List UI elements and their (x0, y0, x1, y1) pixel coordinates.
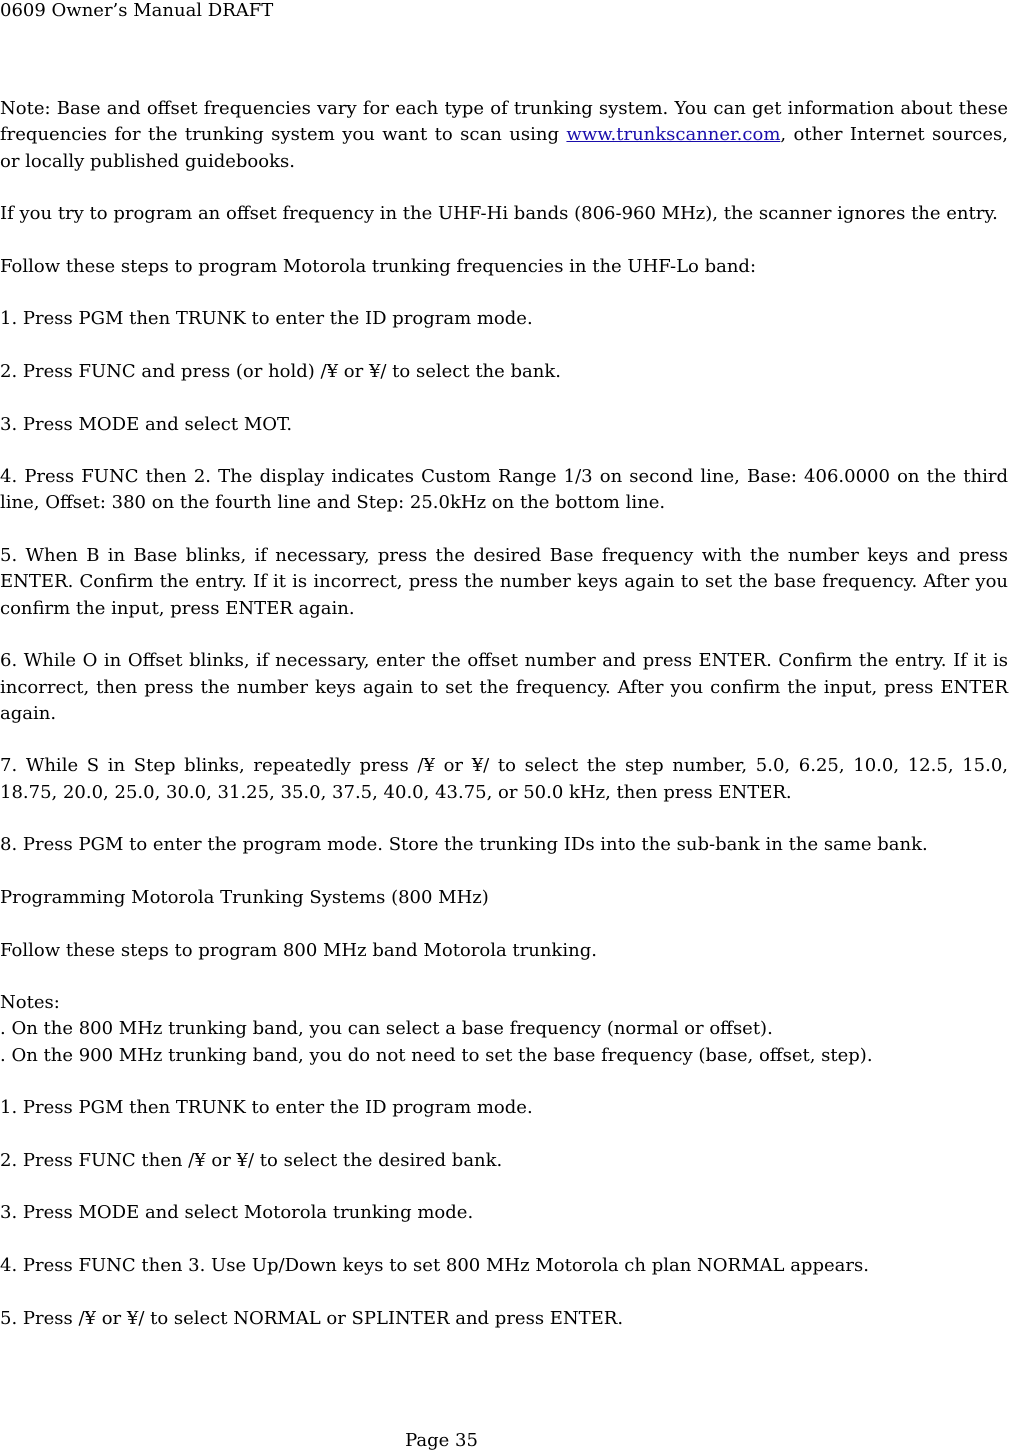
section-title-800mhz: Programming Motorola Trunking Systems (800 MHz) (0, 886, 489, 908)
follow-steps-800mhz: Follow these steps to program 800 MHz band Motorola trunking. (0, 939, 597, 961)
trunkscanner-link[interactable]: www.trunkscanner.com (566, 124, 781, 146)
step-2-uhf-lo: 2. Press FUNC and press (or hold) /¥ or ¥/ to select the bank. (0, 360, 561, 382)
note-item-900: . On the 900 MHz trunking band, you do not need to set the base frequency (base, offset, step). (0, 1044, 873, 1066)
notes-block (0, 990, 1008, 1069)
step-5-uhf-lo: 5. When B in Base blinks, if necessary, press the desired Base frequency with the number keys and press ENTER. Confirm the entry. If it is incorrect, press the number keys again to set the base frequency. After you confirm the input, press ENTER again. (0, 545, 1008, 619)
step-4-800mhz: 4. Press FUNC then 3. Use Up/Down keys to set 800 MHz Motorola ch plan NORMAL appears. (0, 1255, 869, 1277)
document-header: 0609 Owner’s Manual DRAFT (0, 0, 274, 21)
document-body (0, 96, 1008, 1358)
note-text-before: Note: Base and offset frequencies vary for each type of trunking system. You can get information about these frequencies for the trunking system you want to scan using (0, 98, 1008, 146)
step-1-uhf-lo: 1. Press PGM then TRUNK to enter the ID program mode. (0, 308, 533, 330)
note-item-800: . On the 800 MHz trunking band, you can select a base frequency (normal or offset). (0, 1018, 773, 1040)
note-paragraph (0, 96, 1008, 175)
notes-title: Notes: (0, 992, 60, 1014)
step-6-uhf-lo: 6. While O in Offset blinks, if necessary, enter the offset number and press ENTER. Confirm the entry. If it is incorrect, then press the number keys again to set the frequency. After you confirm the input, press ENTER again. (0, 650, 1008, 724)
uhf-hi-paragraph: If you try to program an offset frequency in the UHF-Hi bands (806-960 MHz), the scanner ignores the entry. (0, 203, 998, 225)
page-number: Page 35 (405, 1430, 478, 1451)
step-5-800mhz: 5. Press /¥ or ¥/ to select NORMAL or SPLINTER and press ENTER. (0, 1307, 624, 1329)
step-7-uhf-lo: 7. While S in Step blinks, repeatedly press /¥ or ¥/ to select the step number, 5.0, 6.25, 10.0, 12.5, 15.0, 18.75, 20.0, 25.0, 30.0, 31.25, 35.0, 37.5, 40.0, 43.75, or 50.0 kHz, then press ENTER. (0, 755, 1008, 803)
step-3-uhf-lo: 3. Press MODE and select MOT. (0, 413, 293, 435)
step-3-800mhz: 3. Press MODE and select Motorola trunking mode. (0, 1202, 474, 1224)
note-text-after: , other Internet sources, or locally published guidebooks. (0, 124, 1009, 172)
page-footer (0, 1430, 1009, 1452)
follow-steps-uhf-lo: Follow these steps to program Motorola trunking frequencies in the UHF-Lo band: (0, 255, 757, 277)
step-1-800mhz: 1. Press PGM then TRUNK to enter the ID program mode. (0, 1097, 533, 1119)
step-2-800mhz: 2. Press FUNC then /¥ or ¥/ to select the desired bank. (0, 1149, 503, 1171)
step-4-uhf-lo: 4. Press FUNC then 2. The display indicates Custom Range 1/3 on second line, Base: 406.0000 on the third line, Offset: 380 on the fourth line and Step: 25.0kHz on the bottom line. (0, 466, 1008, 514)
step-8-uhf-lo: 8. Press PGM to enter the program mode. Store the trunking IDs into the sub-bank in the same bank. (0, 834, 928, 856)
